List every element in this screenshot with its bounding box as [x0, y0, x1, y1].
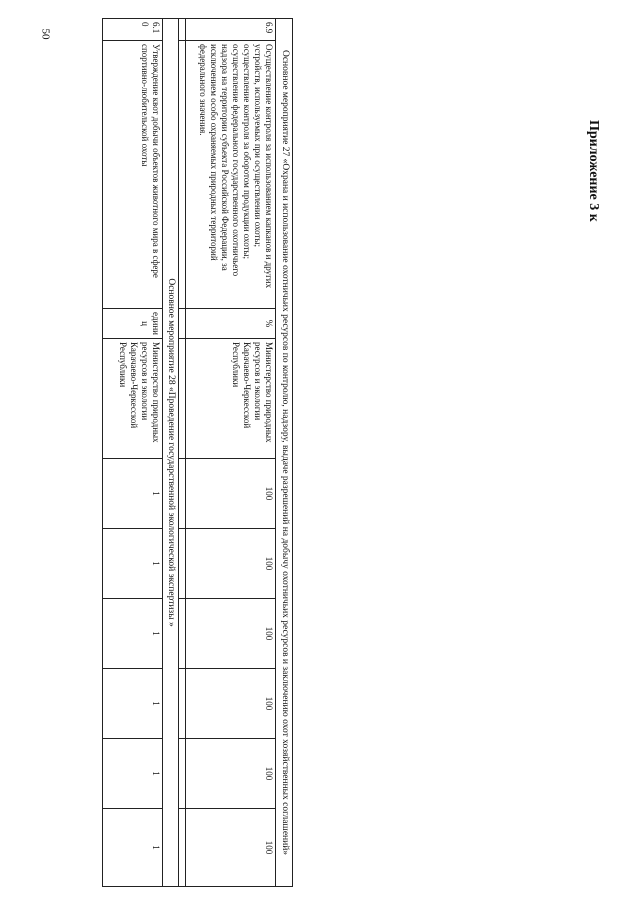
section-header-row	[276, 19, 293, 887]
row-value: 1	[103, 529, 163, 599]
row-number: 6.9	[186, 19, 276, 41]
row-unit: единиц	[103, 309, 163, 339]
row-value: 100	[186, 669, 276, 739]
row-value: 100	[186, 599, 276, 669]
row-value: 1	[103, 739, 163, 809]
section-title-28: Основное мероприятие 28 «Проведение государственной экологической экспертизы »	[163, 19, 180, 887]
appendix-label: Приложение 3 к	[586, 120, 601, 222]
section-title-27: Основное мероприятие 27 «Охрана и использование охотничьих ресурсов по контролю, надзору, выдаче разрешений на добычу охотничьих ресурсов и заключению охот хозяйственных соглашений»	[276, 19, 293, 887]
row-unit: %	[186, 309, 276, 339]
page-number: 50	[39, 28, 52, 40]
row-value: 1	[103, 669, 163, 739]
row-value: 1	[103, 459, 163, 529]
row-value: 1	[103, 809, 163, 887]
section-header-row	[163, 19, 180, 887]
row-value: 100	[186, 739, 276, 809]
document-table-rotated	[88, 18, 293, 886]
row-value: 100	[186, 809, 276, 887]
row-description: Утверждение квот добычи объектов животного мира в сфере спортивно-любительской охоты	[103, 41, 163, 309]
row-value: 1	[103, 599, 163, 669]
row-executor: Министерство природных ресурсов и экологии Карачаево-Черкесской Республики	[103, 339, 163, 459]
row-executor: Министерство природных ресурсов и экологии Карачаево-Черкесской Республики	[186, 339, 276, 459]
table-row	[103, 19, 163, 887]
row-number: 6.10	[103, 19, 163, 41]
row-description: Осуществление контроля за использованием капканов и других устройств, используемых при осуществлении охоты; осуществление контроля за оборотом продукции охоты; осуществление федерального государственного охотничьего надзора на территории субъекта Российской Федерации, за исключением особо охраняемых природных территорий федерального значения.	[186, 41, 276, 309]
program-table	[102, 18, 293, 887]
table-row	[179, 19, 186, 887]
table-row	[186, 19, 276, 887]
row-value: 100	[186, 459, 276, 529]
row-value: 100	[186, 529, 276, 599]
